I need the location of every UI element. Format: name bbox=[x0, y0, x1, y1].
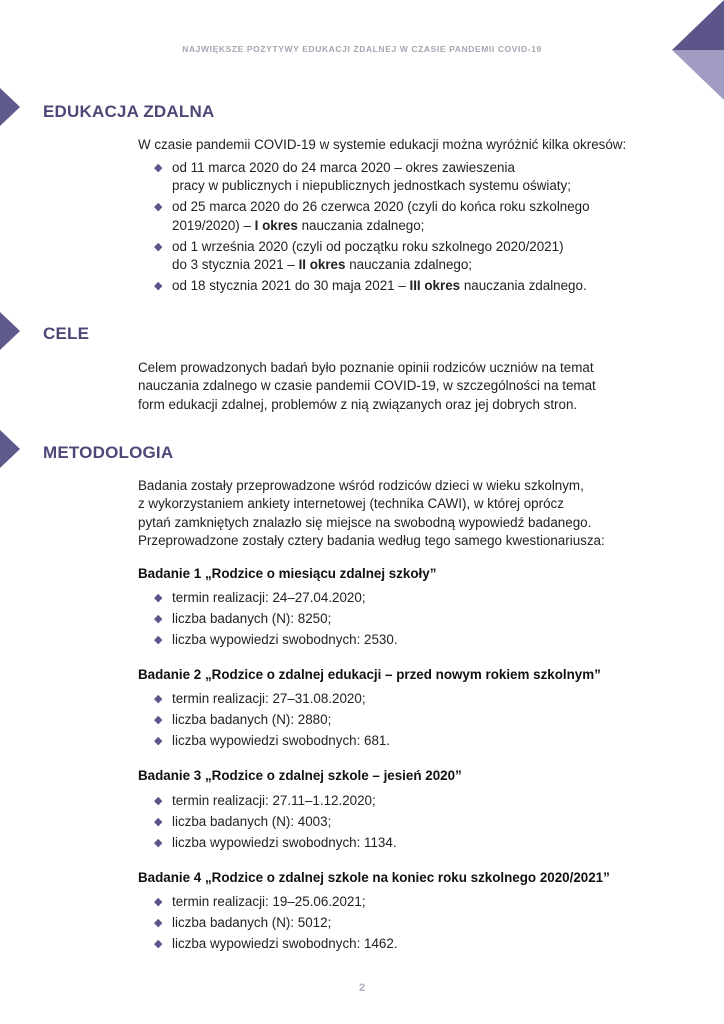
diamond-bullet-icon: ◆ bbox=[154, 592, 163, 604]
list-item bbox=[153, 732, 673, 750]
item-text: od 1 września 2020 (czyli od początku roku szkolnego 2020/2021) bbox=[172, 238, 564, 254]
cele-paragraph bbox=[138, 359, 668, 414]
item-text: termin realizacji: 27–31.08.2020; bbox=[172, 691, 366, 706]
item-bold: II okres bbox=[298, 257, 346, 273]
item-text: liczba wypowiedzi swobodnych: 1462. bbox=[172, 936, 398, 952]
diamond-bullet-icon: ◆ bbox=[154, 938, 163, 951]
study-4-title: Badanie 4 „Rodzice o zdalnej szkole na koniec roku szkolnego 2020/2021” bbox=[138, 870, 610, 885]
diamond-bullet-icon: ◆ bbox=[154, 896, 163, 908]
metodologia-paragraph bbox=[138, 477, 668, 550]
list-item bbox=[153, 813, 673, 831]
section-heading-edukacja-zdalna: EDUKACJA ZDALNA bbox=[43, 102, 215, 121]
list-item bbox=[153, 277, 673, 295]
study-2-list bbox=[153, 690, 673, 753]
list-item bbox=[153, 893, 673, 911]
diamond-bullet-icon: ◆ bbox=[154, 240, 163, 253]
section-heading-metodologia: METODOLOGIA bbox=[43, 443, 174, 462]
study-3-list bbox=[153, 792, 673, 855]
text-line: z wykorzystaniem ankiety internetowej (technika CAWI), w której oprócz bbox=[138, 496, 564, 512]
list-item bbox=[153, 631, 673, 649]
study-1-title: Badanie 1 „Rodzice o miesiącu zdalnej szkoły” bbox=[138, 566, 437, 581]
diamond-bullet-icon: ◆ bbox=[154, 714, 163, 727]
item-bold: III okres bbox=[409, 278, 461, 294]
item-text: liczba badanych (N): 4003; bbox=[172, 814, 332, 830]
item-text: nauczania zdalnego; bbox=[345, 257, 473, 273]
item-text: termin realizacji: 27.11–1.12.2020; bbox=[172, 793, 376, 808]
list-item bbox=[153, 159, 673, 196]
diamond-bullet-icon: ◆ bbox=[154, 201, 163, 214]
text-line: Przeprowadzone zostały cztery badania według tego samego kwestionariusza: bbox=[138, 532, 605, 548]
item-text: liczba wypowiedzi swobodnych: 1134. bbox=[172, 835, 397, 851]
running-header: NAJWIĘKSZE POZYTYWY EDUKACJI ZDALNEJ W CZASIE PANDEMII COVID-19 bbox=[182, 44, 542, 54]
item-text: od 18 stycznia 2021 do 30 maja 2021 – bbox=[172, 278, 410, 294]
item-text: nauczania zdalnego. bbox=[460, 278, 587, 294]
item-text: 2019/2020) – bbox=[172, 217, 255, 233]
section-heading-cele: CELE bbox=[43, 324, 90, 343]
diamond-bullet-icon: ◆ bbox=[154, 280, 163, 293]
text-line: Celem prowadzonych badań było poznanie opinii rodziców uczniów na temat bbox=[138, 360, 594, 375]
section-marker-triangle bbox=[0, 430, 20, 468]
item-text: liczba wypowiedzi swobodnych: 681. bbox=[172, 733, 391, 749]
item-text: liczba wypowiedzi swobodnych: 2530. bbox=[172, 632, 398, 648]
item-bold: I okres bbox=[254, 217, 298, 233]
list-item bbox=[153, 792, 673, 810]
section-marker-triangle bbox=[0, 312, 20, 350]
list-item bbox=[153, 589, 673, 607]
study-3-title: Badanie 3 „Rodzice o zdalnej szkole – jesień 2020” bbox=[138, 768, 462, 783]
text-line: form edukacji zdalnej, problemów z nią związanych oraz jej dobrych stron. bbox=[138, 396, 578, 412]
text-line: Badania zostały przeprowadzone wśród rodziców dzieci w wieku szkolnym, bbox=[138, 478, 584, 493]
diamond-bullet-icon: ◆ bbox=[154, 837, 163, 850]
diamond-bullet-icon: ◆ bbox=[154, 693, 163, 705]
page-number: 2 bbox=[358, 982, 366, 994]
diamond-bullet-icon: ◆ bbox=[154, 634, 163, 647]
periods-list bbox=[153, 159, 673, 298]
list-item bbox=[153, 935, 673, 953]
text-line: nauczania zdalnego w czasie pandemii COVID-19, w szczególności na temat bbox=[138, 378, 596, 394]
list-item bbox=[153, 610, 673, 628]
list-item bbox=[153, 711, 673, 729]
diamond-bullet-icon: ◆ bbox=[154, 162, 163, 174]
list-item bbox=[153, 834, 673, 852]
study-4-list bbox=[153, 893, 673, 956]
item-text: nauczania zdalnego; bbox=[297, 217, 425, 233]
study-1-list bbox=[153, 589, 673, 652]
item-text: do 3 stycznia 2021 – bbox=[172, 257, 299, 273]
diamond-bullet-icon: ◆ bbox=[154, 917, 163, 930]
list-item bbox=[153, 198, 673, 235]
diamond-bullet-icon: ◆ bbox=[154, 816, 163, 829]
diamond-bullet-icon: ◆ bbox=[154, 795, 163, 807]
item-text: liczba badanych (N): 2880; bbox=[172, 712, 332, 728]
item-text: termin realizacji: 24–27.04.2020; bbox=[172, 590, 366, 605]
list-item bbox=[153, 238, 673, 275]
text-line: pytań zamkniętych znalazło się miejsce na swobodną wypowiedź badanego. bbox=[138, 514, 592, 530]
item-text: liczba badanych (N): 8250; bbox=[172, 611, 332, 627]
list-item bbox=[153, 690, 673, 708]
item-text: od 25 marca 2020 do 26 czerwca 2020 (czyli do końca roku szkolnego bbox=[172, 199, 590, 215]
item-text: liczba badanych (N): 5012; bbox=[172, 915, 332, 931]
item-text: pracy w publicznych i niepublicznych jednostkach systemu oświaty; bbox=[172, 178, 571, 194]
item-text: od 11 marca 2020 do 24 marca 2020 – okres zawieszenia bbox=[172, 160, 515, 175]
diamond-bullet-icon: ◆ bbox=[154, 735, 163, 748]
section-marker-triangle bbox=[0, 88, 20, 126]
item-text: termin realizacji: 19–25.06.2021; bbox=[172, 894, 366, 909]
diamond-bullet-icon: ◆ bbox=[154, 613, 163, 626]
list-item bbox=[153, 914, 673, 932]
edukacja-intro: W czasie pandemii COVID-19 w systemie edukacji można wyróżnić kilka okresów: bbox=[138, 137, 627, 152]
study-2-title: Badanie 2 „Rodzice o zdalnej edukacji – przed nowym rokiem szkolnym” bbox=[138, 667, 601, 682]
